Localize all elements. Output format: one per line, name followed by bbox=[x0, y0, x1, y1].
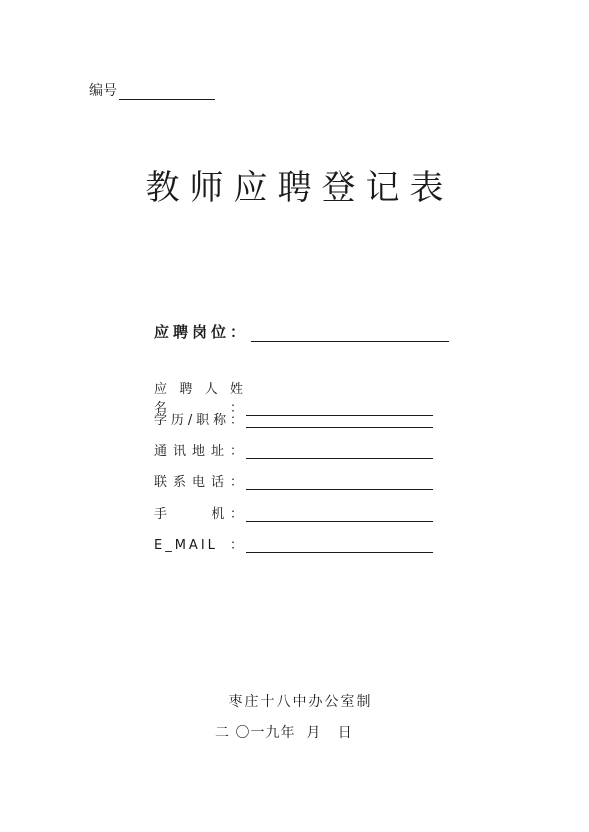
field-label: E_MAIL： bbox=[154, 538, 246, 553]
field-blank[interactable] bbox=[246, 538, 433, 553]
field-row-mobile bbox=[154, 503, 433, 522]
field-blank[interactable] bbox=[246, 444, 433, 459]
footer-date: 二 〇一九年 月 日 bbox=[215, 725, 353, 741]
serial-number-blank[interactable] bbox=[119, 85, 215, 100]
position-label: 应聘岗位： bbox=[154, 323, 250, 341]
field-label: 联系电话： bbox=[154, 475, 246, 490]
field-row-education bbox=[154, 409, 433, 428]
field-row-phone bbox=[154, 471, 433, 490]
footer-organization: 枣庄十八中办公室制 bbox=[228, 694, 373, 710]
field-blank[interactable] bbox=[246, 413, 433, 428]
field-blank[interactable] bbox=[246, 475, 433, 490]
field-label: 学历/职称： bbox=[154, 413, 246, 428]
field-row-address bbox=[154, 440, 433, 459]
field-label: 通讯地址： bbox=[154, 444, 246, 459]
field-label: 应聘人姓名： bbox=[154, 382, 246, 416]
field-label: 手 机： bbox=[154, 507, 246, 522]
position-row bbox=[154, 321, 449, 342]
document-title: 教师应聘登记表 bbox=[145, 168, 454, 208]
serial-number-label: 编号 bbox=[89, 83, 117, 99]
field-row-email bbox=[154, 534, 433, 553]
position-blank[interactable] bbox=[251, 325, 449, 342]
field-blank[interactable] bbox=[246, 507, 433, 522]
serial-number-row bbox=[89, 80, 215, 100]
